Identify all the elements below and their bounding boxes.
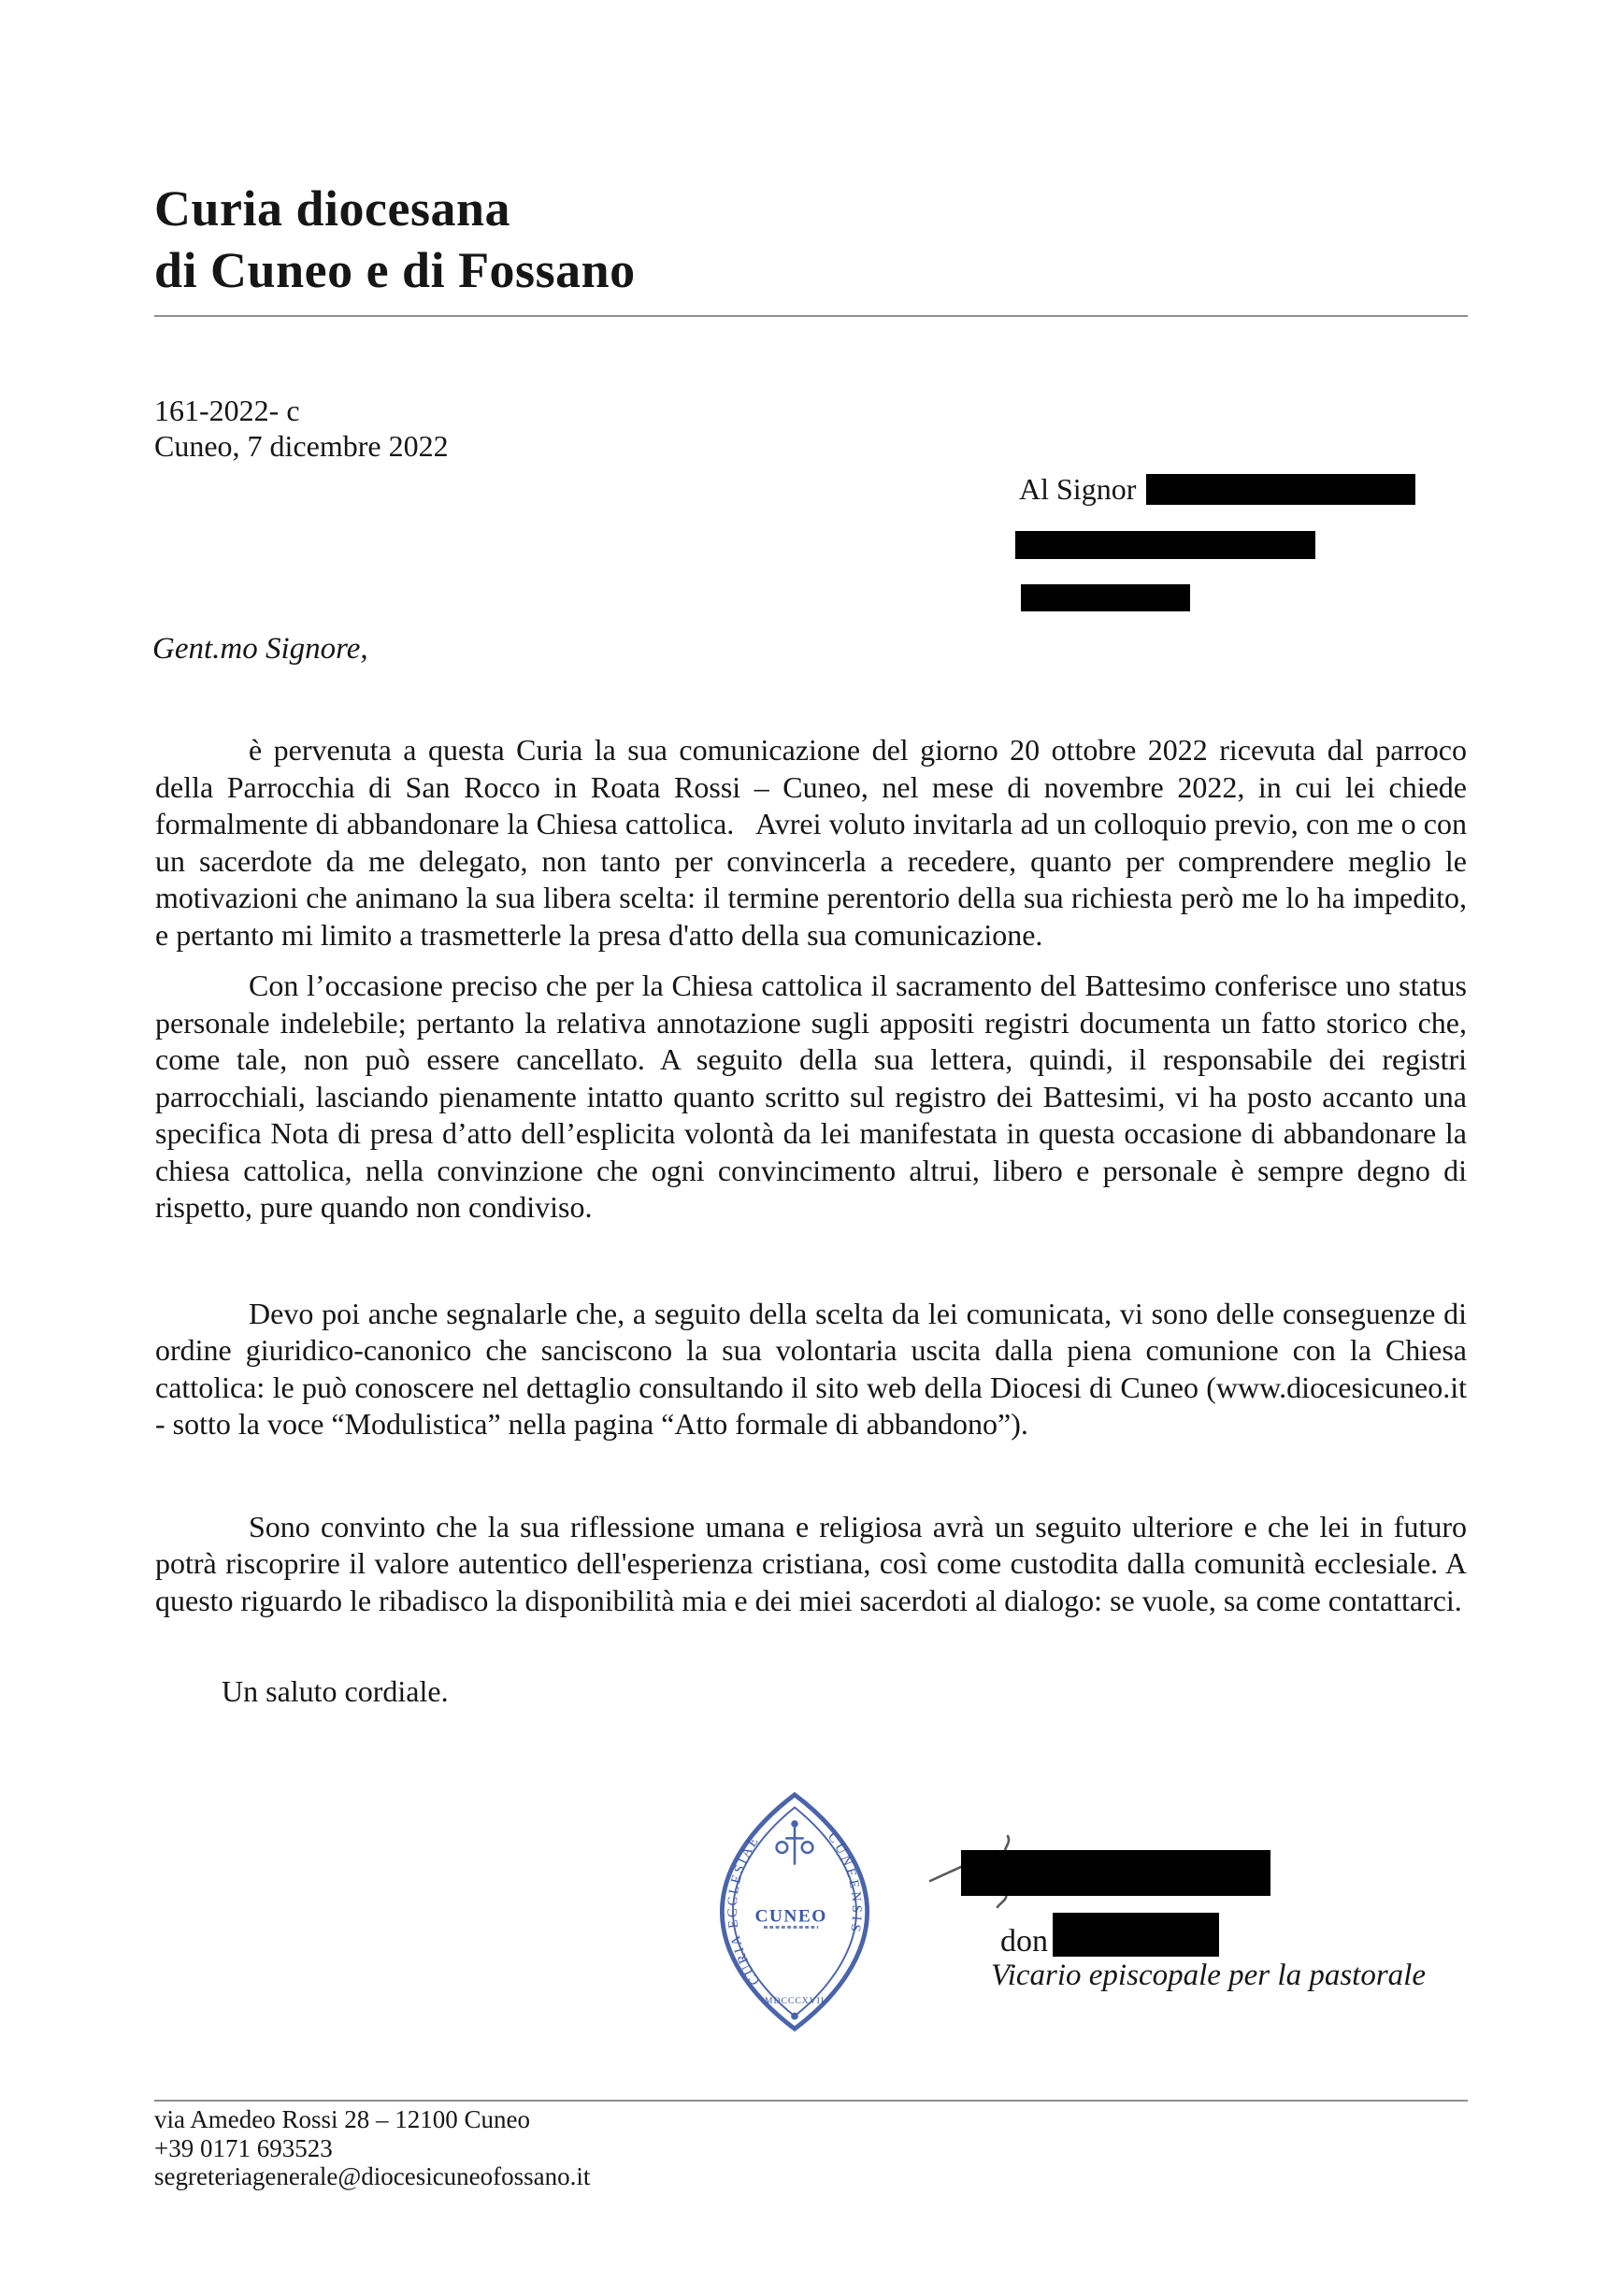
letter-body <box>155 732 1467 1711</box>
redacted-signer-name <box>1053 1913 1219 1957</box>
seal-bottom-dot <box>791 2013 798 2020</box>
footer-phone: +39 0171 693523 <box>154 2133 333 2162</box>
reference-block <box>154 393 449 464</box>
svg-text:CUNEENSIS <box>825 1830 864 1935</box>
body-paragraph-2: Con l’occasione preciso che per la Chiesa cattolica il sacramento del Battesimo conferisce uno status personale indelebile; pertanto la relativa annotazione sugli appositi registri documenta un fatto storico che, come tale, non può essere cancellato. A seguito della sua lettera, quindi, il responsabile dei registri parrocchiali, lasciando pienamente intatto quanto scritto sul registro dei Battesimi, vi ha posto accanto una specifica Nota di presa d’atto dell’esplicita volontà da lei manifestata in questa occasione di abbandonare la chiesa cattolica, nella convinzione che ogni convincimento altrui, libero e personale è sempre degno di rispetto, pure quando non condiviso. <box>155 969 1467 1224</box>
letterhead-title-line1: Curia diocesana <box>154 180 511 237</box>
footer-divider <box>154 2100 1468 2102</box>
body-paragraph-1: è pervenuta a questa Curia la sua comunicazione del giorno 20 ottobre 2022 ricevuta dal parroco della Parrocchia di San Rocco in Roata Rossi – Cuneo, nel mese di novembre 2022, in cui lei chiede formalmente di abbandonare la Chiesa cattolica. Avrei voluto invitarla ad un colloquio previo, con me o con un sacerdote da me delegato, non tanto per convincerla a recedere, quanto per comprendere meglio le motivazioni che animano la sua libera scelta: il termine perentorio della sua richiesta però me lo ha impedito, e pertanto mi limito a trasmetterle la presa d'atto della sua comunicazione. <box>155 733 1467 952</box>
redacted-recipient-address-line2 <box>1021 584 1190 611</box>
body-paragraph-3: Devo poi anche segnalarle che, a seguito della scelta da lei comunicata, vi sono delle conseguenze di ordine giuridico-canonico che sanciscono la sua volontaria uscita dalla piena comunione con la Chiesa cattolica: le può conoscere nel dettaglio consultando il sito web della Diocesi di Cuneo (www.diocesicuneo.it - sotto la voce “Modulistica” nella pagina “Atto formale di abbandono”). <box>155 1296 1467 1441</box>
recipient-label: Al Signor <box>1019 472 1137 506</box>
seal-text-right: CUNEENSIS <box>824 1830 865 1936</box>
seal-year: MDCCCXVII <box>764 1996 825 2007</box>
seal-text-left: CURIA ECCLESIAE <box>725 1832 764 1988</box>
closing-line: Un saluto cordiale. <box>222 1674 449 1708</box>
seal-center-text: CUNEO <box>754 1906 827 1927</box>
footer-email: segreteriagenerale@diocesicuneofossano.it <box>154 2162 591 2190</box>
footer-block <box>154 2105 590 2191</box>
seal-cross-icon <box>777 1821 813 1863</box>
signer-role: Vicario episcopale per la pastorale <box>991 1959 1426 1992</box>
redacted-recipient-name <box>1146 474 1415 505</box>
letterhead-title-line2: di Cuneo e di Fossano <box>154 242 636 298</box>
body-paragraph-4: Sono convinto che la sua riflessione umana e religiosa avrà un seguito ulteriore e che lei in futuro potrà riscoprire il valore autentico dell'esperienza cristiana, così come custodita dalla comunità ecclesiale. A questo riguardo le ribadisco la disponibilità mia e dei miei sacerdoti al dialogo: se vuole, sa come contattarci. <box>155 1509 1467 1617</box>
protocol-number: 161-2022- c <box>154 394 300 427</box>
place-and-date: Cuneo, 7 dicembre 2022 <box>154 429 449 463</box>
redacted-signature <box>961 1850 1270 1896</box>
redacted-recipient-address-line1 <box>1015 531 1315 559</box>
signer-title: don <box>1000 1924 1048 1959</box>
header-divider <box>154 315 1468 317</box>
diocesan-seal <box>703 1789 886 2034</box>
salutation: Gent.mo Signore, <box>152 632 368 666</box>
footer-address: via Amedeo Rossi 28 – 12100 Cuneo <box>154 2105 530 2133</box>
letterhead-title <box>154 178 636 301</box>
